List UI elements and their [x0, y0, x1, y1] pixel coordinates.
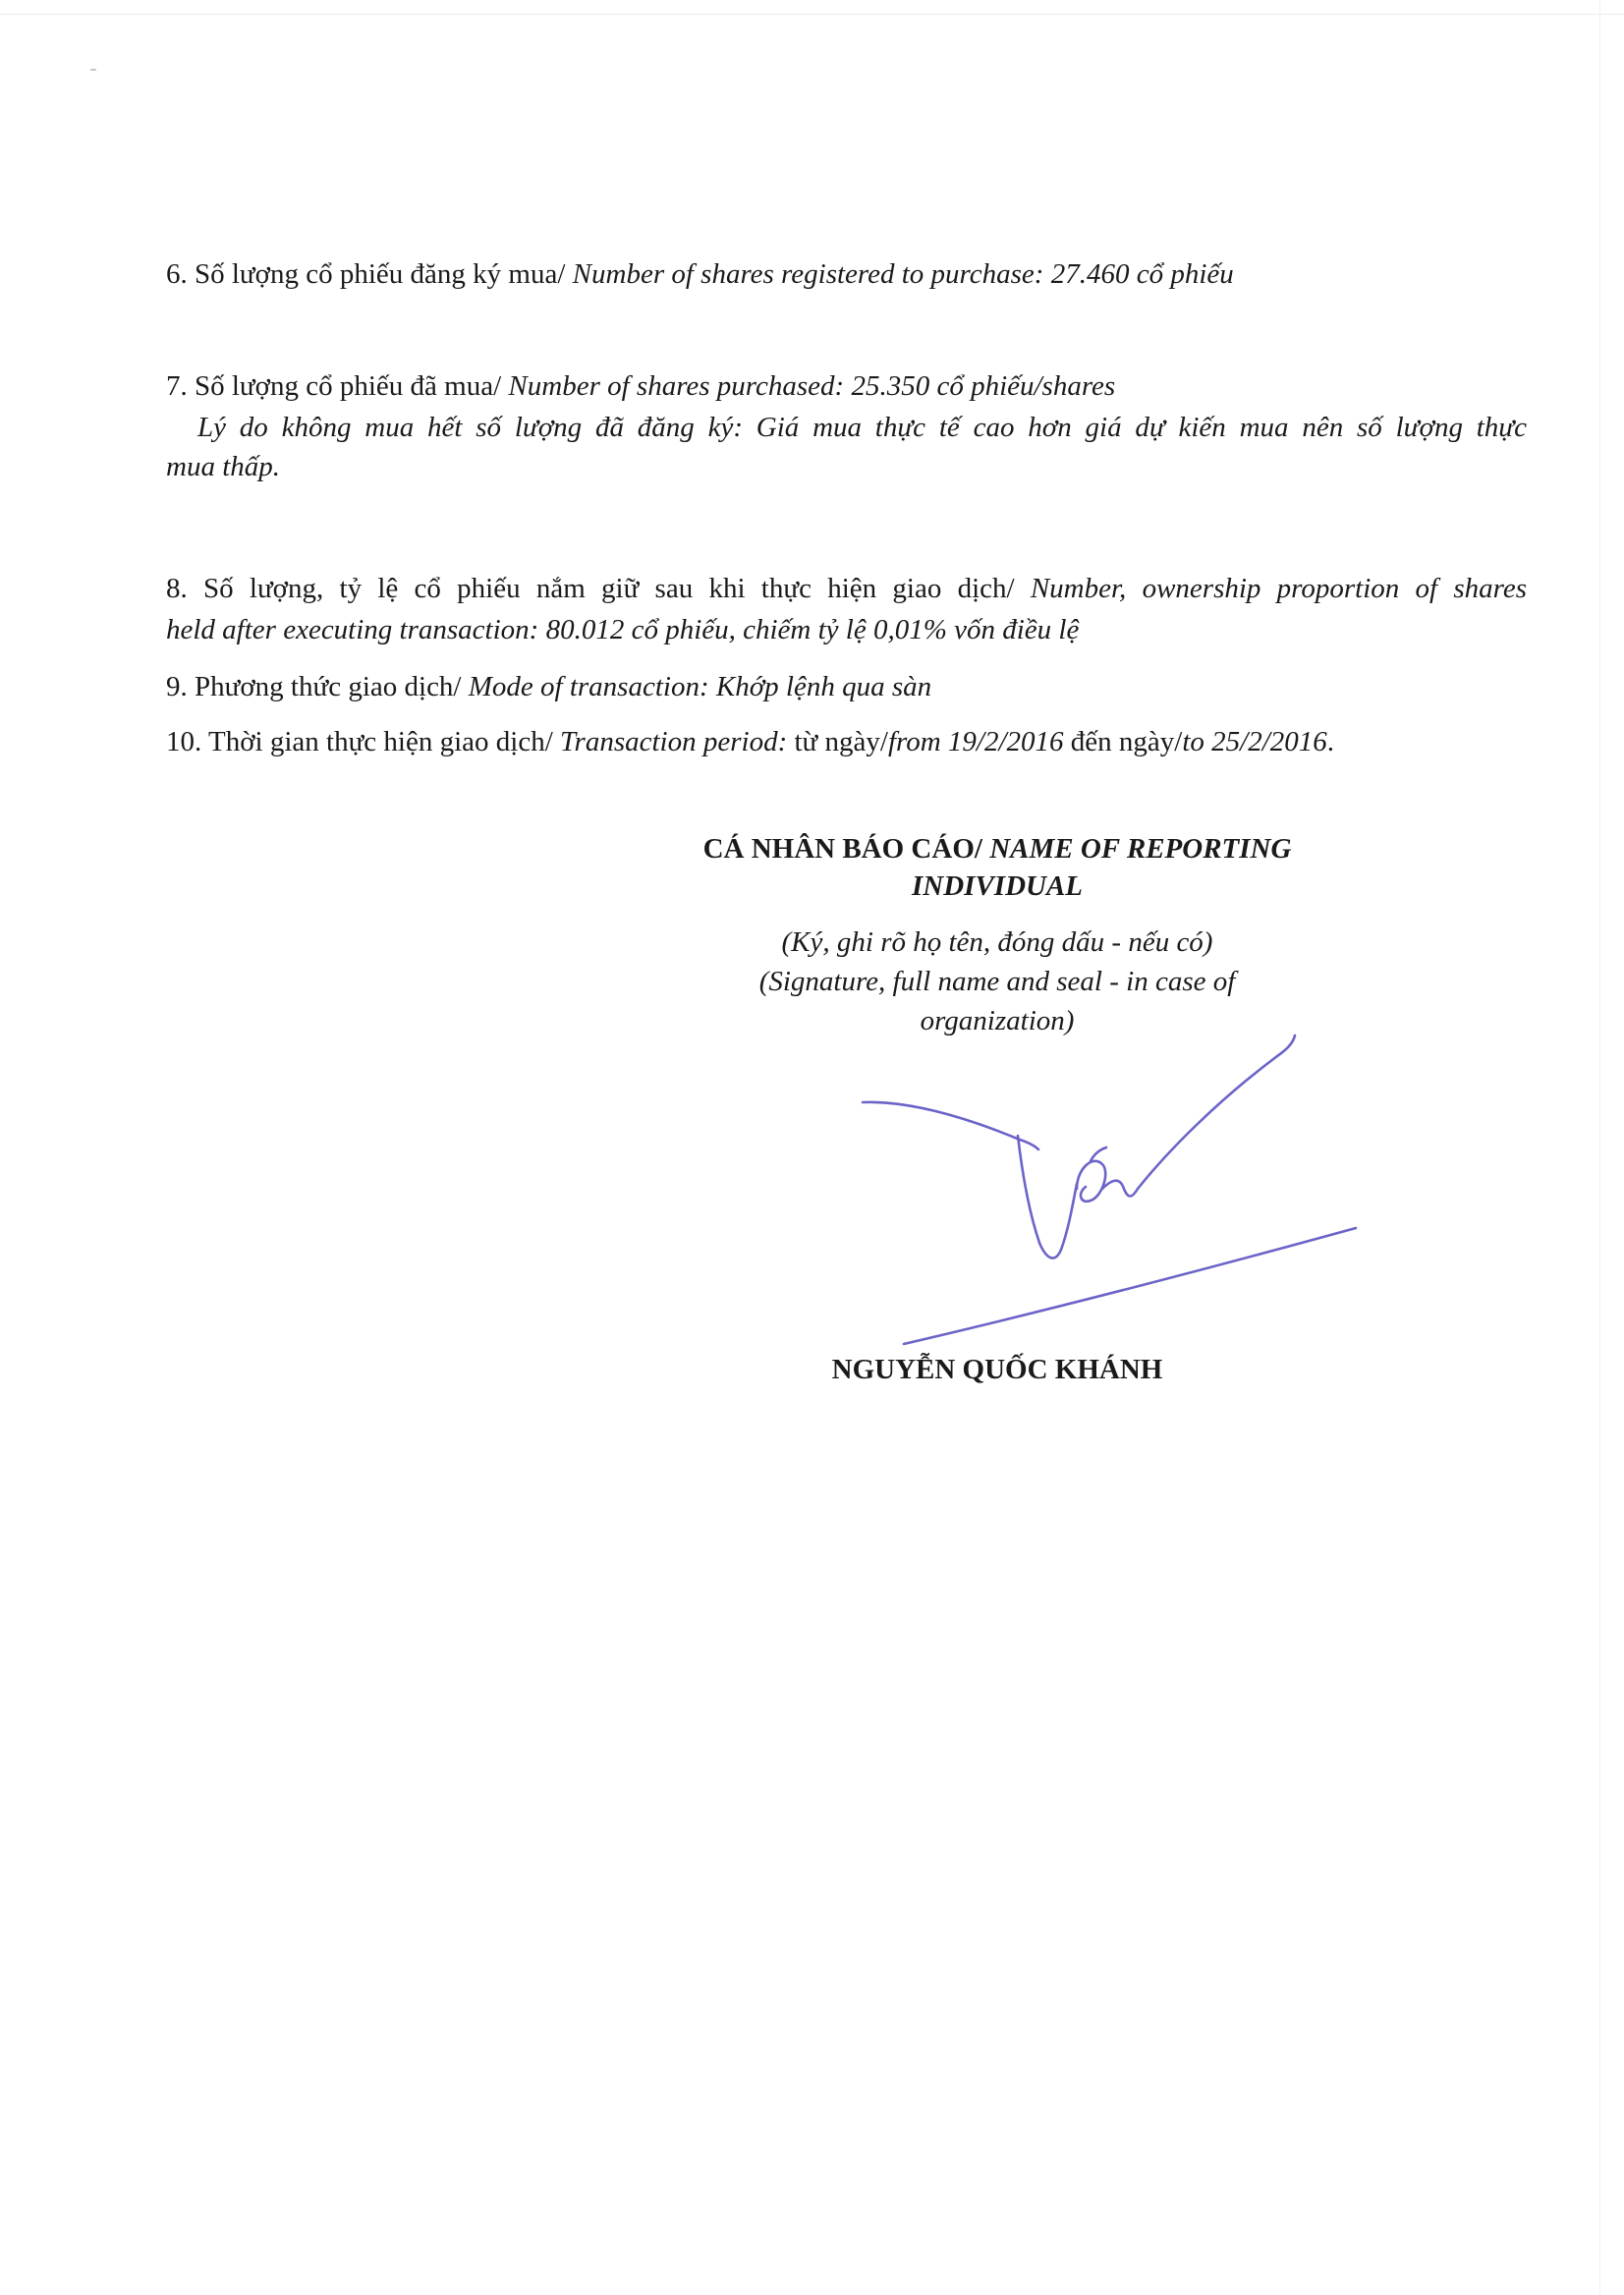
item-6-label: 6. Số lượng cổ phiếu đăng ký mua/	[166, 258, 573, 290]
item-10-label: 10. Thời gian thực hiện giao dịch/	[166, 726, 561, 757]
signature-note-vi: (Ký, ghi rõ họ tên, đóng dấu - nếu có)	[781, 926, 1213, 958]
scan-speck	[90, 69, 96, 71]
item-10-period-label: Transaction period:	[560, 726, 788, 757]
handwritten-signature	[845, 1032, 1375, 1356]
item-10-transaction-period	[166, 721, 1527, 762]
signature-instructions	[629, 923, 1366, 1040]
signature-block	[629, 830, 1366, 1040]
signature-note-en-line-1: (Signature, full name and seal - in case of	[758, 966, 1236, 997]
item-8-line-1	[166, 568, 1527, 609]
item-6-value: Number of shares registered to purchase: 27.460 cổ phiếu	[572, 258, 1234, 290]
page-right-edge	[1599, 0, 1600, 2295]
item-8-value-line-1: Number, ownership proportion of shares	[1030, 573, 1528, 604]
signer-name: NGUYỄN QUỐC KHÁNH	[831, 1354, 1163, 1385]
item-10-to-label: đến ngày/	[1063, 726, 1183, 757]
signature-note-en-line-2: organization)	[920, 1005, 1075, 1036]
item-10-period-end: .	[1326, 726, 1335, 757]
signature-stroke-loop	[1018, 1136, 1077, 1258]
signature-stroke-accent	[1091, 1148, 1106, 1161]
item-9-label: 9. Phương thức giao dịch/	[166, 671, 469, 702]
item-7-value: Number of shares purchased: 25.350 cổ phiếu/shares	[508, 370, 1116, 402]
signature-title-en-line-2: INDIVIDUAL	[911, 870, 1084, 902]
item-7-label: 7. Số lượng cổ phiếu đã mua/	[166, 370, 509, 402]
item-7-reason-line-1: Lý do không mua hết số lượng đã đăng ký: Giá mua thực tế cao hơn giá dự kiến mua nên số lượng thực	[197, 412, 1527, 443]
item-10-from-date: from 19/2/2016	[887, 726, 1064, 757]
signature-title-vi: CÁ NHÂN BÁO CÁO/	[702, 833, 990, 865]
page-top-edge	[0, 14, 1624, 15]
item-7-reason-line-2: mua thấp.	[166, 451, 280, 482]
item-9-value: Mode of transaction: Khớp lệnh qua sàn	[468, 671, 932, 702]
item-8-label: 8. Số lượng, tỷ lệ cổ phiếu nắm giữ sau khi thực hiện giao dịch/	[166, 573, 1031, 604]
item-9-mode-of-transaction	[166, 666, 1527, 707]
signature-title-en-line-1: NAME OF REPORTING	[989, 833, 1292, 865]
item-10-from-label: từ ngày/	[787, 726, 888, 757]
item-10-to-date: to 25/2/2016	[1182, 726, 1327, 757]
signature-stroke-a	[1077, 1161, 1105, 1202]
signature-stroke-top	[863, 1102, 1038, 1149]
item-8-value-line-2: held after executing transaction: 80.012 cổ phiếu, chiếm tỷ lệ 0,01% vốn điều lệ	[166, 614, 1080, 645]
signature-underline	[904, 1228, 1356, 1344]
item-6-shares-registered	[166, 253, 1527, 295]
item-7-shares-purchased	[166, 365, 1527, 407]
signature-stroke-tail	[1102, 1036, 1295, 1197]
signature-title	[629, 830, 1366, 868]
